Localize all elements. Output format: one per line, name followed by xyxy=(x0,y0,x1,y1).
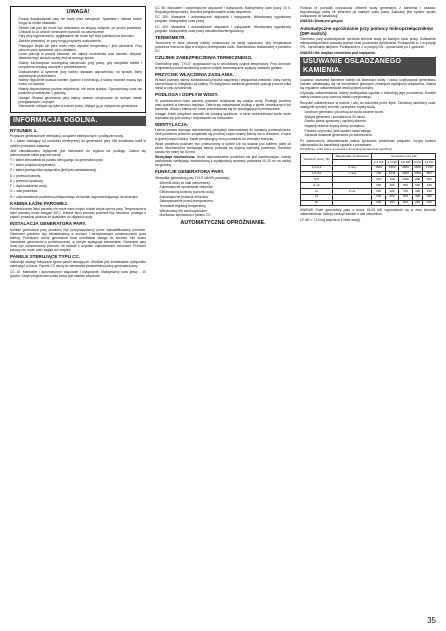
table-cell: 2300 xyxy=(385,165,398,171)
table-cell: 280 xyxy=(372,188,385,194)
descale-step: • Sprawdź działanie generatora po zakończeniu. xyxy=(305,133,437,137)
paragraph-floor: W pomieszczeniu łaźni parowej powinien znajdować się odpływ wody. Podłoga powinna mieć spadek w kierunku odpływu. Zaleca się instalowanie podłogi z płytek ceramicznych lub kamienia. Woda z kabiny nie może przedostawać się do przylegających pomieszczeń. xyxy=(155,98,291,111)
table-cell: 12 xyxy=(301,188,333,194)
table-cell: 700 xyxy=(372,171,385,177)
warning-list xyxy=(14,17,142,109)
paragraph-install: Montaż generatora pary powinien być przeprowadzony przez wykwalifikowany personel. Generator powinien być zainstalowany w suchym i wentylowanym pomieszczeniu poza kabiną. Przestrzeń wokół generatora musi umożliwiać dostęp do serwisu. Nie wolno instalować generatora w pomieszczeniu, w którym występuje zamarzanie. Generator pary musi być zamontowany pionowo na ścianie z użyciem odpowiednich mocowań. Przewód parowy nie może mieć zagięć ani zwężeń. xyxy=(10,227,146,252)
table-cell: 1 raz xyxy=(333,188,372,194)
table-cell: 280 xyxy=(412,200,423,206)
paragraph-after-steps: Po zakończeniu odkamieniania należy sprawdzić szczelność połączeń. Zużyty roztwór odprowadzić do kanalizacji zgodnie z przepisami. xyxy=(300,138,436,147)
table-cell: 350 xyxy=(385,200,398,206)
warning-item: • Zawsze przewiduj, że pary mogą przynieść uszkodzenia. xyxy=(19,39,143,43)
table-header-cell: 12 kW xyxy=(423,160,436,166)
heading-cabin: KABINA ŁAŹNI PAROWEJ. xyxy=(10,200,68,206)
table-cell: 16 xyxy=(301,194,333,200)
paragraph-mechanical-vent xyxy=(155,155,291,167)
table-cell: 1900 xyxy=(412,165,423,171)
paragraph-floor-note: Uwaga! Jeżeli powyższe warunki nie zostaną spełnione, w razie nieszczelności woda może wydostać się pod ściany i doprowadzić do uszkodzeń. xyxy=(155,111,291,120)
heading-thermometer: TERMOMETR. xyxy=(155,34,186,40)
function-list xyxy=(155,181,291,218)
function-item: • Zabezpieczenie przed przegrzaniem. xyxy=(160,199,292,203)
table-cell: 350 xyxy=(372,183,385,189)
paragraph-thermal-sensor: Generatory pary "TYLÖ" wyposażone są w wbudowany czujnik temperatury. Przy wzroście temperatury ponad dozwolony poziom czujnik automatycznie wyłączy zasilanie grzałek. xyxy=(155,61,291,70)
table-cell: 500 xyxy=(399,200,412,206)
mechanical-vent-text: Jeżeli odprowadzenie powietrza nie jest wystarczające, należy zastosować wentylację mechaniczną z wydajnością wymiany powietrza 10-20 m³ na osobę na godzinę. xyxy=(155,155,291,168)
table-header-group: Generator pary kW xyxy=(372,154,436,160)
paragraph-power-button: W łaźni parowej należy zainstalować przycisk włączenia i wyłączenia zasilania, który należy zamontować w odległości od kabiny. Po wyłączeniu zasilania generator pracuje jeszcze kilka minut w celu opróżnienia. xyxy=(155,78,291,91)
paragraph-scale-2: Rozpuść odkamieniacz w wodzie i wlej do zbiornika przez lejek. Odczekaj określony czas, następnie opróżnij zbiornik i przepłucz czystą wodą. xyxy=(300,100,436,109)
function-item: • Automatyczne płukanie zbiornika. xyxy=(160,195,292,199)
warning-title: UWAGA! xyxy=(66,9,90,15)
table-header-cell: 6,6 kW xyxy=(399,160,412,166)
figure-caption: Przyłącze generatorowe wentylacji, urządzeń elektrycznych i podłączeń wody. xyxy=(10,134,124,139)
table-cell: 340 xyxy=(423,188,436,194)
paragraph-drain-intro: Funkcja ta pozwala oczyszczać zbiornik wody generatora z kamienia i osadów, wypuszczając wodę ze zbiornika po każdym cyklu pracy. Zalecany jest system spustu podłączony do kanalizacji. xyxy=(300,6,436,19)
table-cell: 480 xyxy=(385,188,398,194)
warning-box xyxy=(10,6,146,113)
legend-item: F = doprowadzenie wody. xyxy=(10,184,48,189)
table-cell: 500 xyxy=(412,183,423,189)
descale-step: • Powtórz czynności, jeśli kamień nadal zalega. xyxy=(305,129,437,133)
function-item: • Termostat regulacji temperatury. xyxy=(160,204,292,208)
legend-item: Y = kabel sterowania od panelu sterującego do generatora pary. xyxy=(10,158,104,163)
section-header-info: INFORMACJA OGÓLNA. xyxy=(10,116,146,126)
legend-item: H = odprowadzenie powietrza podłączonego do kanału wyprowadzającego na zewnątrz. xyxy=(10,194,139,199)
section-header-scale: USUWANIE OSŁADZANEGO KAMIENIA. xyxy=(300,57,436,76)
legend-item: X = kabel zasilający od rozdzielni elektrycznej do generatora pary. Nie instalować kabli w pobliżu jednostek zasilania. xyxy=(10,139,146,148)
table-cell: 200 xyxy=(372,200,385,206)
paragraph-cc10: CC 10: Manualne i automatyczne włączanie i wyłączanie. Maksymalny czas pracy - 10 godzin. Dzięki programowi czasu pracy jest zawsze włączone. xyxy=(10,269,146,278)
table-row xyxy=(301,200,436,206)
paragraph-final-note: UWAGA! Duże generatory pary o mocy 18-24 kW wyposażone są w dwa zbiorniki odkamieniania. Należy usunąć kamień z obu zbiorników. xyxy=(300,208,436,217)
descale-step: • Uruchom generator i poczekaj aż woda zacznie wrzeć. xyxy=(305,110,437,114)
table-cell: 9-12 xyxy=(301,183,333,189)
heading-install: INSTALACJA GENERATORA PARY. xyxy=(10,221,87,227)
warning-item: • Dopuszczalne w systemie pary należy nakładać odpowiednio, na sposób, który zapobiegnie przeciekaniu. xyxy=(19,70,143,78)
descale-steps xyxy=(300,110,436,137)
heading-functions: FUNKCJE GENERATORA PARY. xyxy=(155,169,225,175)
table-cell: 240 xyxy=(423,200,436,206)
warning-item: • Stronie ciał jest nie może być stosowany na stojący zadymie, po prostu powietrze. Chłodzić to co wokół i koniecznie pozwolić na zakończenie. xyxy=(19,26,143,34)
paragraph-cabin: Pomieszczenie łaźni parowej nie może mieć innych źródeł ciepła oprócz pary. Temperatura w łaźni parowej może osiągać 45°C. Kabina łaźni parowej powinna być szczelna, podłoga z płytek i posadzki ułożona ze spadkiem do odpływu wody. xyxy=(10,207,146,220)
hardness-table xyxy=(300,153,436,206)
warning-item: • Należy zachowywać szczególną ostrożność przy pracy, gdy wszystkie tabele i urządzenia zostaną usunięte z pomieszczenia. xyxy=(19,61,143,69)
paragraph-dip-switch: Generator pary automatycznie opróżnia zbiornik wody po każdym cyklu pracy. Ustawienie mikroprzełączników pozwala wybrać czas opóźnienia opróżniania. Przełącznik nr 1 w pozycji ON - opróżnianie aktywne. Przełącznik nr 2 w pozycji ON - opróżnianie po 1 godzinie. xyxy=(300,37,436,50)
paragraph-ventilation: Łaźnia parowa wymaga odpowiedniej wentylacji dostosowanej do kubatury pomieszczenia. Wlot powietrza powinien znajdować się w dolnej części ściany kabiny lub w drzwiach, a wylot w górnej części kabiny. Kanał wentylacyjny musi prowadzić do zewnątrz budynku. xyxy=(155,128,291,141)
table-cell: 1200 xyxy=(385,171,398,177)
paragraph-drain-note xyxy=(300,19,436,23)
table-cell: 900 xyxy=(399,183,412,189)
heading-floor: PODŁOGA I ODPŁYW WODY. xyxy=(155,92,219,98)
legend-item: G = wlot powietrza. xyxy=(10,189,39,194)
table-cell: 1000 xyxy=(412,171,423,177)
figure-title: RYSUNEK 1. xyxy=(10,128,38,134)
legend-item: Jest zainstalowano wyłącznik jest kierowane do wyjścia na podłogę. Zaleca się zamocowanie kabla poprzez kanał. xyxy=(10,148,146,157)
table-cell xyxy=(333,200,372,206)
table-cell: 290 xyxy=(423,194,436,200)
table-cell: 850 xyxy=(423,171,436,177)
paragraph-dip-note xyxy=(300,51,436,55)
function-item: • Wbudowany filtr zanieczyszczeń. xyxy=(160,209,292,213)
column-2 xyxy=(155,6,291,606)
function-item: • Możliwość sterowania z panelu CC. xyxy=(160,213,292,217)
heading-power-button: PRZYCISK WŁĄCZENIA ZASILANIA. xyxy=(155,71,234,77)
table-cell: 330 xyxy=(412,194,423,200)
table-cell: 650 xyxy=(412,177,423,183)
paragraph-thermometer: Termometr w łaźni parowej należy umieszczać na takiej wysokości, aby temperatura powietrza mierzona była w miejscu przebywania osób. Standardowo dostarczany z panelem CC. xyxy=(155,41,291,54)
table-cell: 2,3-4,0 xyxy=(301,171,333,177)
page-number: 35 xyxy=(427,616,436,625)
legend-item: E = przewód spustowy. xyxy=(10,178,44,183)
function-line: Wszystkie generatory pary TYLÖ VA/VB posiadają: xyxy=(155,175,230,180)
paragraph-scale-note: Używając odkamieniacza, należy postępować zgodnie z instrukcją jego producenta. Kamień należy usuwać przy pomocy kwasu cytrynowego. xyxy=(300,91,436,100)
paragraph-scale: Częstość usuwania kamienia zależy od twardości wody i czasu użytkowania generatora. Kamień odkładający się na elementach grzejnych zmniejsza wydajność urządzenia. Zaleca się regularne odkamienianie według tabeli poniżej. xyxy=(300,78,436,91)
table-cell: 3500 xyxy=(399,165,412,171)
paragraph-ventilation-note: Wylot powietrza powinien być umieszczony w suficie lub na ścianie pod sufitem, dalej od wlotu. Mechaniczna wentylacja kabiny pozwala na szybką wymianę powietrza. Średnica kanału nie mniej niż 50 mm. xyxy=(155,141,291,154)
table-header-cell: 2,2 kW xyxy=(372,160,385,166)
warning-item: • Pracujące ciepło lub para może mieć wysokie temperatury i jest uderzenia. Przy odruchu pary sprawdzić się w działaniu. xyxy=(19,44,143,52)
warning-item: • Uwaga! Okrywa generatora pary należy zawsze utrzymywać do dobrym stanie przeglądowym i czystym. xyxy=(19,96,143,104)
table-cell: 2 razy xyxy=(333,165,372,171)
descale-step: • Wyłącz generator i pozostaw na 30 minut. xyxy=(305,115,437,119)
table-cell: 20 xyxy=(301,200,333,206)
warning-item: • Proszę dopasowywać pary nie może mieć zatrzymań. Spawanie i miesza mokre mogą na krótko zasłaniać. xyxy=(19,17,143,25)
column-3 xyxy=(300,6,436,606)
heading-thermal-sensor: CZUJNIK ZABEZPIECZENIA TERMICZNEGO. xyxy=(155,55,253,61)
three-column-layout xyxy=(10,6,436,606)
table-cell: 600 xyxy=(399,194,412,200)
table-cell: 1500 xyxy=(372,165,385,171)
function-item: • Zbiornik wody ze stali nierdzewnej. xyxy=(160,181,292,185)
dip-warning: UWAGA! Nie dotykać elementów pod napięciem. xyxy=(300,50,377,55)
table-header-hardness: Twardość wody °dH xyxy=(301,154,333,166)
heading-ventilation: WENTYLACJA. xyxy=(155,122,189,128)
paragraph-cc50: CC 50: Manualne i automatyczne włączanie i wyłączanie. Maksymalny czas pracy 10 h. Regulacja temperatury, dowolna programowanie czasu włączenia. xyxy=(155,6,291,15)
heading-panel: PANELE STERUJĄCE TYPU CC. xyxy=(10,254,81,260)
table-cell: 470 xyxy=(372,177,385,183)
paragraph-cc100: CC 100: Manualne i automatyczne włączanie i wyłączanie. Wbudowany tygodniowy program. Maksymalny czas pracy. xyxy=(155,15,291,24)
descale-step: • Napełnij zbiornik czystą wodą i przepłucz. xyxy=(305,124,437,128)
paragraph-cc300: CC 300: Manualne i automatyczne włączanie i wyłączanie. Wbudowany tygodniowy program. Maksymalny czas pracy dwudziestoczterogodzinny. xyxy=(155,24,291,33)
function-item: • Elektroniczną kontrolę poziomu wody. xyxy=(160,190,292,194)
table-caption: Przybliżony czas pracy generatora do usunięcia kamienia (godziny). xyxy=(300,146,394,151)
legend-item: Z = kabel przełącznika wyłącznika (jeśli jest zainstalowany). xyxy=(10,168,98,173)
footnote: (1° dH = 7,14 mg wapnia w 1 litrze wody). xyxy=(300,217,361,222)
table-cell: 1,0-2,2 xyxy=(301,165,333,171)
table-cell: 550 xyxy=(423,177,436,183)
warning-item: • Lunar pracuje w pozycji otwarcia, nie należy uruchamiać oraz usuwać, dotykać. Warunek tego sprzętu oparty jest na szeregu spraw. xyxy=(19,52,143,60)
descale-step: • Otwórz zawór spustowy i opróżnij zbiornik. xyxy=(305,119,437,123)
paragraph-panel: Instrukcja obsługi dotycząca typów paneli sterujących. Możliwe jest instalowanie wyłącznika zależnego od łaźni. Panele CC służą do sterowania parametrami pracy generatora pary. xyxy=(10,260,146,269)
table-cell: 1800 xyxy=(399,171,412,177)
warning-item: • Sterowanie odbywa się tylko w trakcie pracy. Wyłącz ją po wyłączeniu generatora. xyxy=(19,104,143,108)
function-item: • Automatyczne opróżnianie zbiornika. xyxy=(160,185,292,189)
table-cell: 430 xyxy=(423,183,436,189)
table-cell: 5-8 xyxy=(301,177,333,183)
mechanical-vent-label: Wentylacja mechaniczna. xyxy=(155,155,196,160)
table-cell: 1200 xyxy=(399,177,412,183)
table-cell: 1 razy xyxy=(333,171,372,177)
heading-dip-switch: Automatyczne opróżnianie przy pomocy mikroprzełączników (DIP-switch) xyxy=(300,25,433,36)
table-cell: 780 xyxy=(385,177,398,183)
legend-item: Y = kabel czujnika temperatury. xyxy=(10,163,56,168)
legend-item: D = przewód parowy. xyxy=(10,173,41,178)
table-cell: 390 xyxy=(412,188,423,194)
column-1 xyxy=(10,6,146,606)
table-cell: 600 xyxy=(385,183,398,189)
warning-item: • Należy dopasowywać poziom wilgotności, nie może spadać. Spoczynkowy czas nie powinien przekraczać 1 godzinę. xyxy=(19,87,143,95)
heading-auto-drain: AUTOMATYCZNE OPRÓŻNIANIE. xyxy=(180,220,266,227)
table-cell: 700 xyxy=(399,188,412,194)
drain-warning: UWAGA! Woda jest gorąca! xyxy=(300,19,343,24)
table-cell: 1700 xyxy=(423,165,436,171)
table-header-cell: 4,4 kW xyxy=(385,160,398,166)
table-cell: 230 xyxy=(372,194,385,200)
table-cell: 400 xyxy=(385,194,398,200)
table-header-cell: 9 kW xyxy=(414,159,421,164)
warning-item: • Pary przy wypuszczeniu, wygłaszanie nie może być zbyt pobliskiej na wolności. xyxy=(19,34,143,38)
warning-item: • Należy regularnie usuwać kamień zgodnie z instrukcją, a ściany również muszą być wolne od osadów. xyxy=(19,78,143,86)
table-header-usage: Długotrwałe użytkowanie xyxy=(333,154,372,160)
